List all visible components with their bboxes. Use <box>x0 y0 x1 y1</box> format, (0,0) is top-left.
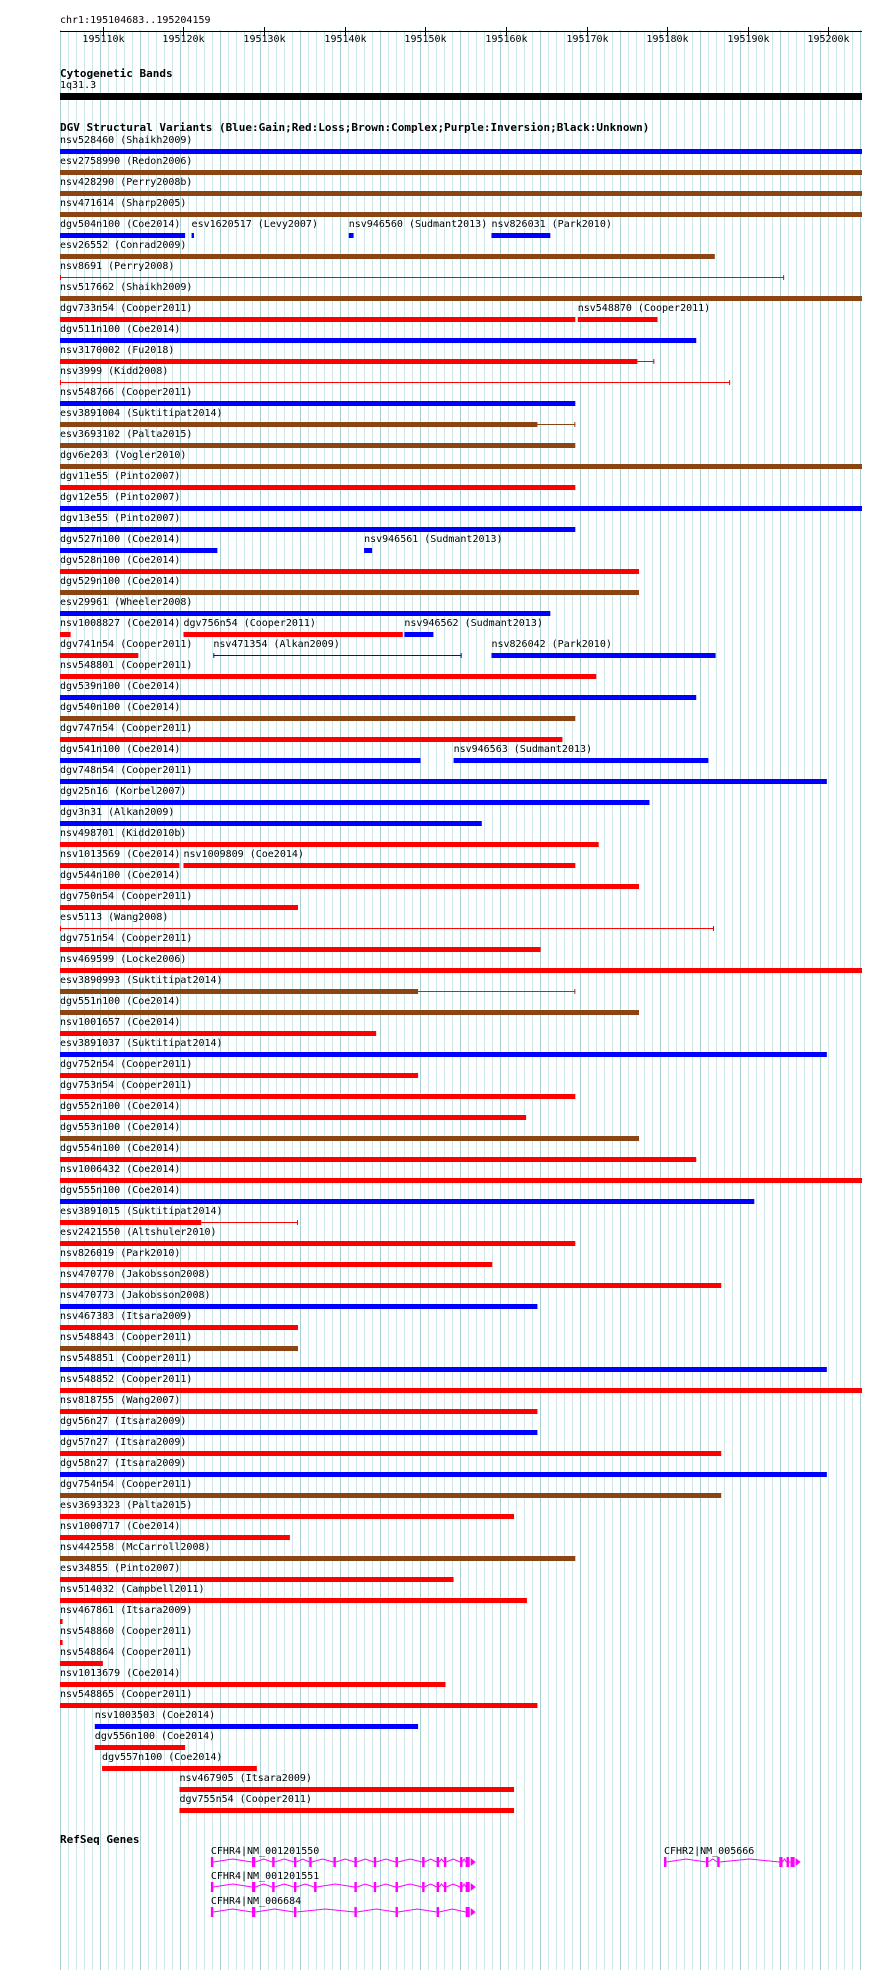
gene-intron <box>296 1909 354 1912</box>
gene-intron <box>439 1909 466 1912</box>
variant-bar <box>60 1157 696 1162</box>
variant-bar <box>179 1808 514 1813</box>
variant-label: nsv514032 (Campbell2011) <box>60 1584 205 1595</box>
variant-label: nsv470770 (Jakobsson2008) <box>60 1269 211 1280</box>
gene-intron <box>462 1859 465 1862</box>
ruler-location: chr1:195104683..195204159 <box>60 15 211 26</box>
gene-exon <box>309 1857 311 1867</box>
variant-label: dgv11e55 (Pinto2007) <box>60 471 181 482</box>
variant-label: dgv553n100 (Coe2014) <box>60 1122 181 1133</box>
variant-label: dgv752n54 (Cooper2011) <box>60 1059 193 1070</box>
variant-label: dgv539n100 (Coe2014) <box>60 681 181 692</box>
variant-label: nsv946561 (Sudmant2013) <box>364 534 503 545</box>
variant-bar <box>60 1199 754 1204</box>
variant-bar <box>60 863 179 868</box>
variant-bar <box>60 989 418 994</box>
variant-bar <box>60 590 639 595</box>
variant-bar <box>60 947 541 952</box>
variant-label: dgv741n54 (Cooper2011) <box>60 639 193 650</box>
variant-bar <box>60 1556 575 1561</box>
variant-bar <box>95 1745 185 1750</box>
gene-intron <box>255 1859 272 1862</box>
gene-intron <box>398 1909 437 1912</box>
variant-label: nsv548860 (Cooper2011) <box>60 1626 193 1637</box>
variant-bar <box>60 296 862 301</box>
variant-bar <box>60 254 715 259</box>
variant-bar <box>60 1619 63 1624</box>
variant-label: nsv428290 (Perry2008b) <box>60 177 193 188</box>
variant-label: nsv826019 (Park2010) <box>60 1248 181 1259</box>
gene-exon <box>779 1857 782 1867</box>
variant-label: esv3693323 (Palta2015) <box>60 1500 193 1511</box>
variant-label: dgv528n100 (Coe2014) <box>60 555 181 566</box>
variant-bar <box>60 1094 575 1099</box>
gene-exon <box>664 1857 666 1867</box>
variant-bar <box>60 1640 63 1645</box>
variant-bar <box>60 968 862 973</box>
gene-exon <box>211 1907 213 1917</box>
gene-exon <box>374 1882 376 1892</box>
variant-label: esv3890993 (Suktitipat2014) <box>60 975 223 986</box>
variant-label: esv2421550 (Altshuler2010) <box>60 1227 217 1238</box>
variant-bar <box>60 569 639 574</box>
variant-label: nsv528460 (Shaikh2009) <box>60 135 193 146</box>
variant-bar <box>60 1325 298 1330</box>
gene-exon <box>294 1907 296 1917</box>
variant-label: nsv826031 (Park2010) <box>491 219 612 230</box>
gene-intron <box>296 1859 309 1862</box>
gene-exon <box>272 1857 274 1867</box>
gene-exon <box>354 1857 356 1867</box>
variant-bar <box>95 1724 418 1729</box>
gene-intron <box>720 1859 780 1862</box>
variant-label: dgv6e203 (Vogler2010) <box>60 450 187 461</box>
gene-intron <box>357 1859 374 1862</box>
ruler-tick-label: 195110k <box>82 34 125 45</box>
variant-label: nsv818755 (Wang2007) <box>60 1395 181 1406</box>
gene-intron <box>425 1884 437 1887</box>
gene-exon <box>252 1857 255 1867</box>
variant-bar <box>491 653 715 658</box>
gene-intron <box>317 1884 355 1887</box>
variant-bar <box>60 737 562 742</box>
variant-bar <box>60 149 862 154</box>
variant-label: dgv756n54 (Cooper2011) <box>183 618 316 629</box>
gene-exon <box>422 1857 424 1867</box>
gene-exon <box>706 1857 708 1867</box>
variant-bar <box>491 233 550 238</box>
variant-bar <box>60 1178 862 1183</box>
variant-bar <box>60 884 639 889</box>
variant-bar <box>60 653 138 658</box>
gene-exon <box>272 1882 274 1892</box>
variant-bar <box>60 338 696 343</box>
gene-intron <box>376 1859 395 1862</box>
variant-label: dgv511n100 (Coe2014) <box>60 324 181 335</box>
gene-intron <box>708 1859 717 1862</box>
variant-label: nsv1009809 (Coe2014) <box>183 849 304 860</box>
ruler-tick-label: 195140k <box>324 34 367 45</box>
gene-exon <box>466 1882 470 1892</box>
gene-intron <box>255 1909 294 1912</box>
variant-label: nsv946563 (Sudmant2013) <box>453 744 593 755</box>
variant-label: nsv946562 (Sudmant2013) <box>404 618 543 629</box>
variant-bar <box>454 758 709 763</box>
variant-bar <box>60 548 217 553</box>
variant-label: esv1620517 (Levy2007) <box>191 219 318 230</box>
variant-label: nsv1003503 (Coe2014) <box>94 1710 216 1721</box>
ruler-tick-label: 195200k <box>807 34 850 45</box>
gene-label: CFHR4|NM_001201551 <box>210 1871 320 1882</box>
gene-intron <box>357 1884 374 1887</box>
cytoband-track-title: Cytogenetic Bands <box>60 67 173 80</box>
variant-bar <box>60 359 637 364</box>
gene-exon <box>717 1857 719 1867</box>
gene-exon <box>354 1907 356 1917</box>
variant-bar <box>60 1136 639 1141</box>
variant-bar <box>60 1346 298 1351</box>
gene-exon <box>422 1882 424 1892</box>
variant-label: dgv12e55 (Pinto2007) <box>60 492 181 503</box>
ruler-tick-label: 195120k <box>162 34 205 45</box>
variant-label: dgv750n54 (Cooper2011) <box>60 891 193 902</box>
gene-exon <box>396 1882 398 1892</box>
variant-label: nsv1001657 (Coe2014) <box>60 1017 181 1028</box>
dgv-track-title: DGV Structural Variants (Blue:Gain;Red:Loss;Brown:Complex;Purple:Inversion;Black:Unknown) <box>60 121 650 134</box>
variant-label: nsv1006432 (Coe2014) <box>60 1164 181 1175</box>
variant-bar <box>60 1367 827 1372</box>
variant-bar <box>60 1241 575 1246</box>
variant-bar <box>60 1451 721 1456</box>
variant-label: nsv467861 (Itsara2009) <box>60 1605 193 1616</box>
variant-label: dgv544n100 (Coe2014) <box>60 870 181 881</box>
variant-bar <box>60 443 575 448</box>
variant-bar <box>60 695 696 700</box>
variant-label: nsv3170002 (Fu2018) <box>60 345 175 356</box>
variant-label: dgv541n100 (Coe2014) <box>60 744 181 755</box>
gene-strand-arrow <box>796 1858 801 1866</box>
variant-bar <box>60 905 298 910</box>
gene-intron <box>398 1884 422 1887</box>
variant-bar <box>60 1220 201 1225</box>
variant-label: dgv751n54 (Cooper2011) <box>60 933 193 944</box>
variant-label: dgv554n100 (Coe2014) <box>60 1143 181 1154</box>
gene-strand-arrow <box>471 1858 476 1866</box>
ruler-tick-label: 195130k <box>243 34 286 45</box>
variant-bar <box>183 632 402 637</box>
gene-exon <box>333 1857 335 1867</box>
gene-intron <box>296 1884 314 1887</box>
gene-intron <box>357 1909 396 1912</box>
variant-label: nsv517662 (Shaikh2009) <box>60 282 193 293</box>
variant-label: esv2758990 (Redon2006) <box>60 156 193 167</box>
variant-label: dgv557n100 (Coe2014) <box>102 1752 223 1763</box>
variant-label: nsv3999 (Kidd2008) <box>60 366 169 377</box>
gene-exon <box>374 1857 376 1867</box>
gene-intron <box>446 1884 460 1887</box>
variant-label: dgv748n54 (Cooper2011) <box>60 765 193 776</box>
gene-intron <box>439 1859 444 1862</box>
gene-label: CFHR4|NM_001201550 <box>210 1846 320 1857</box>
gene-intron <box>213 1909 252 1912</box>
variant-label: esv29961 (Wheeler2008) <box>60 597 193 608</box>
variant-label: nsv471354 (Alkan2009) <box>213 639 340 650</box>
gene-exon <box>460 1857 462 1867</box>
variant-bar <box>60 170 862 175</box>
gene-strand-arrow <box>471 1883 476 1891</box>
variant-label: nsv8691 (Perry2008) <box>60 261 175 272</box>
gene-exon <box>787 1857 789 1867</box>
variant-bar <box>60 1703 537 1708</box>
variant-label: nsv498701 (Kidd2010b) <box>60 828 187 839</box>
variant-bar <box>60 1304 537 1309</box>
variant-label: dgv57n27 (Itsara2009) <box>60 1437 187 1448</box>
variant-bar <box>60 779 827 784</box>
variant-bar <box>60 1052 827 1057</box>
gene-intron <box>376 1884 395 1887</box>
gene-exon <box>211 1857 213 1867</box>
variant-bar <box>60 1409 537 1414</box>
variant-label: nsv548843 (Cooper2011) <box>60 1332 193 1343</box>
variant-bar <box>60 1388 862 1393</box>
gene-exon <box>294 1857 296 1867</box>
variant-label: dgv733n54 (Cooper2011) <box>60 303 193 314</box>
gene-intron <box>255 1884 272 1887</box>
variant-label: dgv747n54 (Cooper2011) <box>60 723 193 734</box>
gene-intron <box>213 1884 252 1887</box>
variant-label: nsv548870 (Cooper2011) <box>577 303 711 314</box>
variant-label: nsv548864 (Cooper2011) <box>60 1647 193 1658</box>
variant-label: nsv1000717 (Coe2014) <box>60 1521 181 1532</box>
gene-intron <box>312 1859 334 1862</box>
variant-label: esv34855 (Pinto2007) <box>60 1563 181 1574</box>
cytoband-bar <box>60 93 862 100</box>
variant-bar <box>60 1535 290 1540</box>
variant-label: nsv471614 (Sharp2005) <box>60 198 187 209</box>
variant-bar <box>60 611 550 616</box>
variant-bar <box>60 842 599 847</box>
ruler-tick-label: 195190k <box>727 34 770 45</box>
ruler-tick-label: 195170k <box>566 34 609 45</box>
variant-label: nsv548801 (Cooper2011) <box>60 660 193 671</box>
variant-bar <box>60 527 575 532</box>
gene-intron <box>439 1884 444 1887</box>
variant-bar <box>60 1514 514 1519</box>
gene-intron <box>398 1859 422 1862</box>
gene-exon <box>211 1882 213 1892</box>
variant-bar <box>60 422 537 427</box>
gene-exon <box>396 1857 398 1867</box>
variant-bar <box>349 233 354 238</box>
gene-intron <box>446 1859 460 1862</box>
gene-exon <box>791 1857 795 1867</box>
ruler-tick-label: 195160k <box>485 34 528 45</box>
gene-exon <box>444 1882 446 1892</box>
variant-bar <box>60 1262 492 1267</box>
variant-bar <box>364 548 372 553</box>
variant-label: nsv1013679 (Coe2014) <box>60 1668 181 1679</box>
variant-label: dgv555n100 (Coe2014) <box>60 1185 181 1196</box>
variant-label: nsv467905 (Itsara2009) <box>179 1773 312 1784</box>
variant-bar <box>60 1661 103 1666</box>
variant-bar <box>60 1031 376 1036</box>
variant-label: nsv442558 (McCarroll2008) <box>60 1542 211 1553</box>
variant-bar <box>60 800 649 805</box>
gene-exon <box>437 1882 439 1892</box>
gene-exon <box>437 1907 439 1917</box>
refseq-track-title: RefSeq Genes <box>60 1833 140 1846</box>
gene-exon <box>460 1882 462 1892</box>
variant-label: esv26552 (Conrad2009) <box>60 240 187 251</box>
variant-bar <box>60 1283 721 1288</box>
variant-label: dgv56n27 (Itsara2009) <box>60 1416 187 1427</box>
gene-label: CFHR2|NM_005666 <box>663 1846 755 1857</box>
variant-label: dgv556n100 (Coe2014) <box>94 1731 216 1742</box>
ruler-tick-label: 195180k <box>646 34 689 45</box>
variant-label: dgv527n100 (Coe2014) <box>60 534 181 545</box>
variant-label: dgv3n31 (Alkan2009) <box>60 807 175 818</box>
variant-bar <box>60 758 421 763</box>
variant-label: dgv25n16 (Korbel2007) <box>60 786 187 797</box>
variant-bar <box>60 632 71 637</box>
variant-label: dgv753n54 (Cooper2011) <box>60 1080 193 1091</box>
gene-exon <box>396 1907 398 1917</box>
variant-bar <box>578 317 658 322</box>
gene-intron <box>275 1884 294 1887</box>
variant-label: dgv540n100 (Coe2014) <box>60 702 181 713</box>
variant-bar <box>60 716 575 721</box>
variant-label: nsv1008827 (Coe2014) <box>60 618 181 629</box>
variant-label: dgv13e55 (Pinto2007) <box>60 513 181 524</box>
variant-bar <box>60 506 862 511</box>
variant-bar <box>60 464 862 469</box>
variant-bar <box>60 821 482 826</box>
variant-bar <box>404 632 433 637</box>
variant-bar <box>60 317 575 322</box>
variant-bar <box>179 1787 514 1792</box>
variant-bar <box>60 1073 418 1078</box>
variant-label: nsv548851 (Cooper2011) <box>60 1353 193 1364</box>
variant-label: dgv754n54 (Cooper2011) <box>60 1479 193 1490</box>
variant-label: nsv1013569 (Coe2014) <box>60 849 181 860</box>
gene-exon <box>437 1857 439 1867</box>
cytoband-label: 1q31.3 <box>60 80 97 91</box>
variant-bar <box>60 1598 527 1603</box>
variant-label: esv5113 (Wang2008) <box>60 912 169 923</box>
variant-label: nsv470773 (Jakobsson2008) <box>60 1290 211 1301</box>
variant-bar <box>60 674 596 679</box>
variant-bar <box>60 1472 827 1477</box>
ruler-tick-label: 195150k <box>404 34 447 45</box>
gene-intron <box>213 1859 252 1862</box>
gene-exon <box>466 1907 470 1917</box>
gene-intron <box>336 1859 355 1862</box>
variant-bar <box>60 1493 721 1498</box>
variant-bar <box>60 485 575 490</box>
variant-label: nsv548865 (Cooper2011) <box>60 1689 193 1700</box>
variant-label: dgv755n54 (Cooper2011) <box>179 1794 312 1805</box>
variant-bar <box>60 191 862 196</box>
variant-bar <box>60 1577 454 1582</box>
variant-bar <box>60 1010 639 1015</box>
variant-bar <box>60 233 185 238</box>
gene-intron <box>666 1859 706 1862</box>
variant-bar <box>102 1766 257 1771</box>
variant-label: dgv58n27 (Itsara2009) <box>60 1458 187 1469</box>
variant-bar <box>60 401 575 406</box>
variant-bar <box>183 863 575 868</box>
gene-exon <box>294 1882 296 1892</box>
gene-exon <box>354 1882 356 1892</box>
variant-bar <box>60 1115 526 1120</box>
variant-bar <box>60 1682 446 1687</box>
variant-bar <box>60 1430 537 1435</box>
variant-label: dgv551n100 (Coe2014) <box>60 996 181 1007</box>
variant-label: esv3891004 (Suktitipat2014) <box>60 408 223 419</box>
variant-label: esv3891037 (Suktitipat2014) <box>60 1038 223 1049</box>
gene-intron <box>462 1884 465 1887</box>
variant-label: nsv548852 (Cooper2011) <box>60 1374 193 1385</box>
gene-exon <box>466 1857 470 1867</box>
variant-bar <box>60 212 862 217</box>
variant-label: nsv826042 (Park2010) <box>491 639 612 650</box>
variant-label: dgv552n100 (Coe2014) <box>60 1101 181 1112</box>
variant-label: nsv469599 (Locke2006) <box>60 954 187 965</box>
gene-label: CFHR4|NM_006684 <box>210 1896 302 1907</box>
gene-exon <box>314 1882 316 1892</box>
variant-label: esv3891015 (Suktitipat2014) <box>60 1206 223 1217</box>
gene-exon <box>252 1882 255 1892</box>
gene-intron <box>783 1859 787 1862</box>
variant-label: esv3693102 (Palta2015) <box>60 429 193 440</box>
variant-label: nsv548766 (Cooper2011) <box>60 387 193 398</box>
gene-strand-arrow <box>471 1908 476 1916</box>
variant-label: dgv529n100 (Coe2014) <box>60 576 181 587</box>
variant-label: dgv504n100 (Coe2014) <box>60 219 181 230</box>
variant-label: nsv467383 (Itsara2009) <box>60 1311 193 1322</box>
gene-intron <box>425 1859 437 1862</box>
gene-exon <box>444 1857 446 1867</box>
variant-bar <box>192 233 194 238</box>
gene-intron <box>275 1859 294 1862</box>
variant-label: nsv946560 (Sudmant2013) <box>348 219 488 230</box>
gene-exon <box>252 1907 255 1917</box>
